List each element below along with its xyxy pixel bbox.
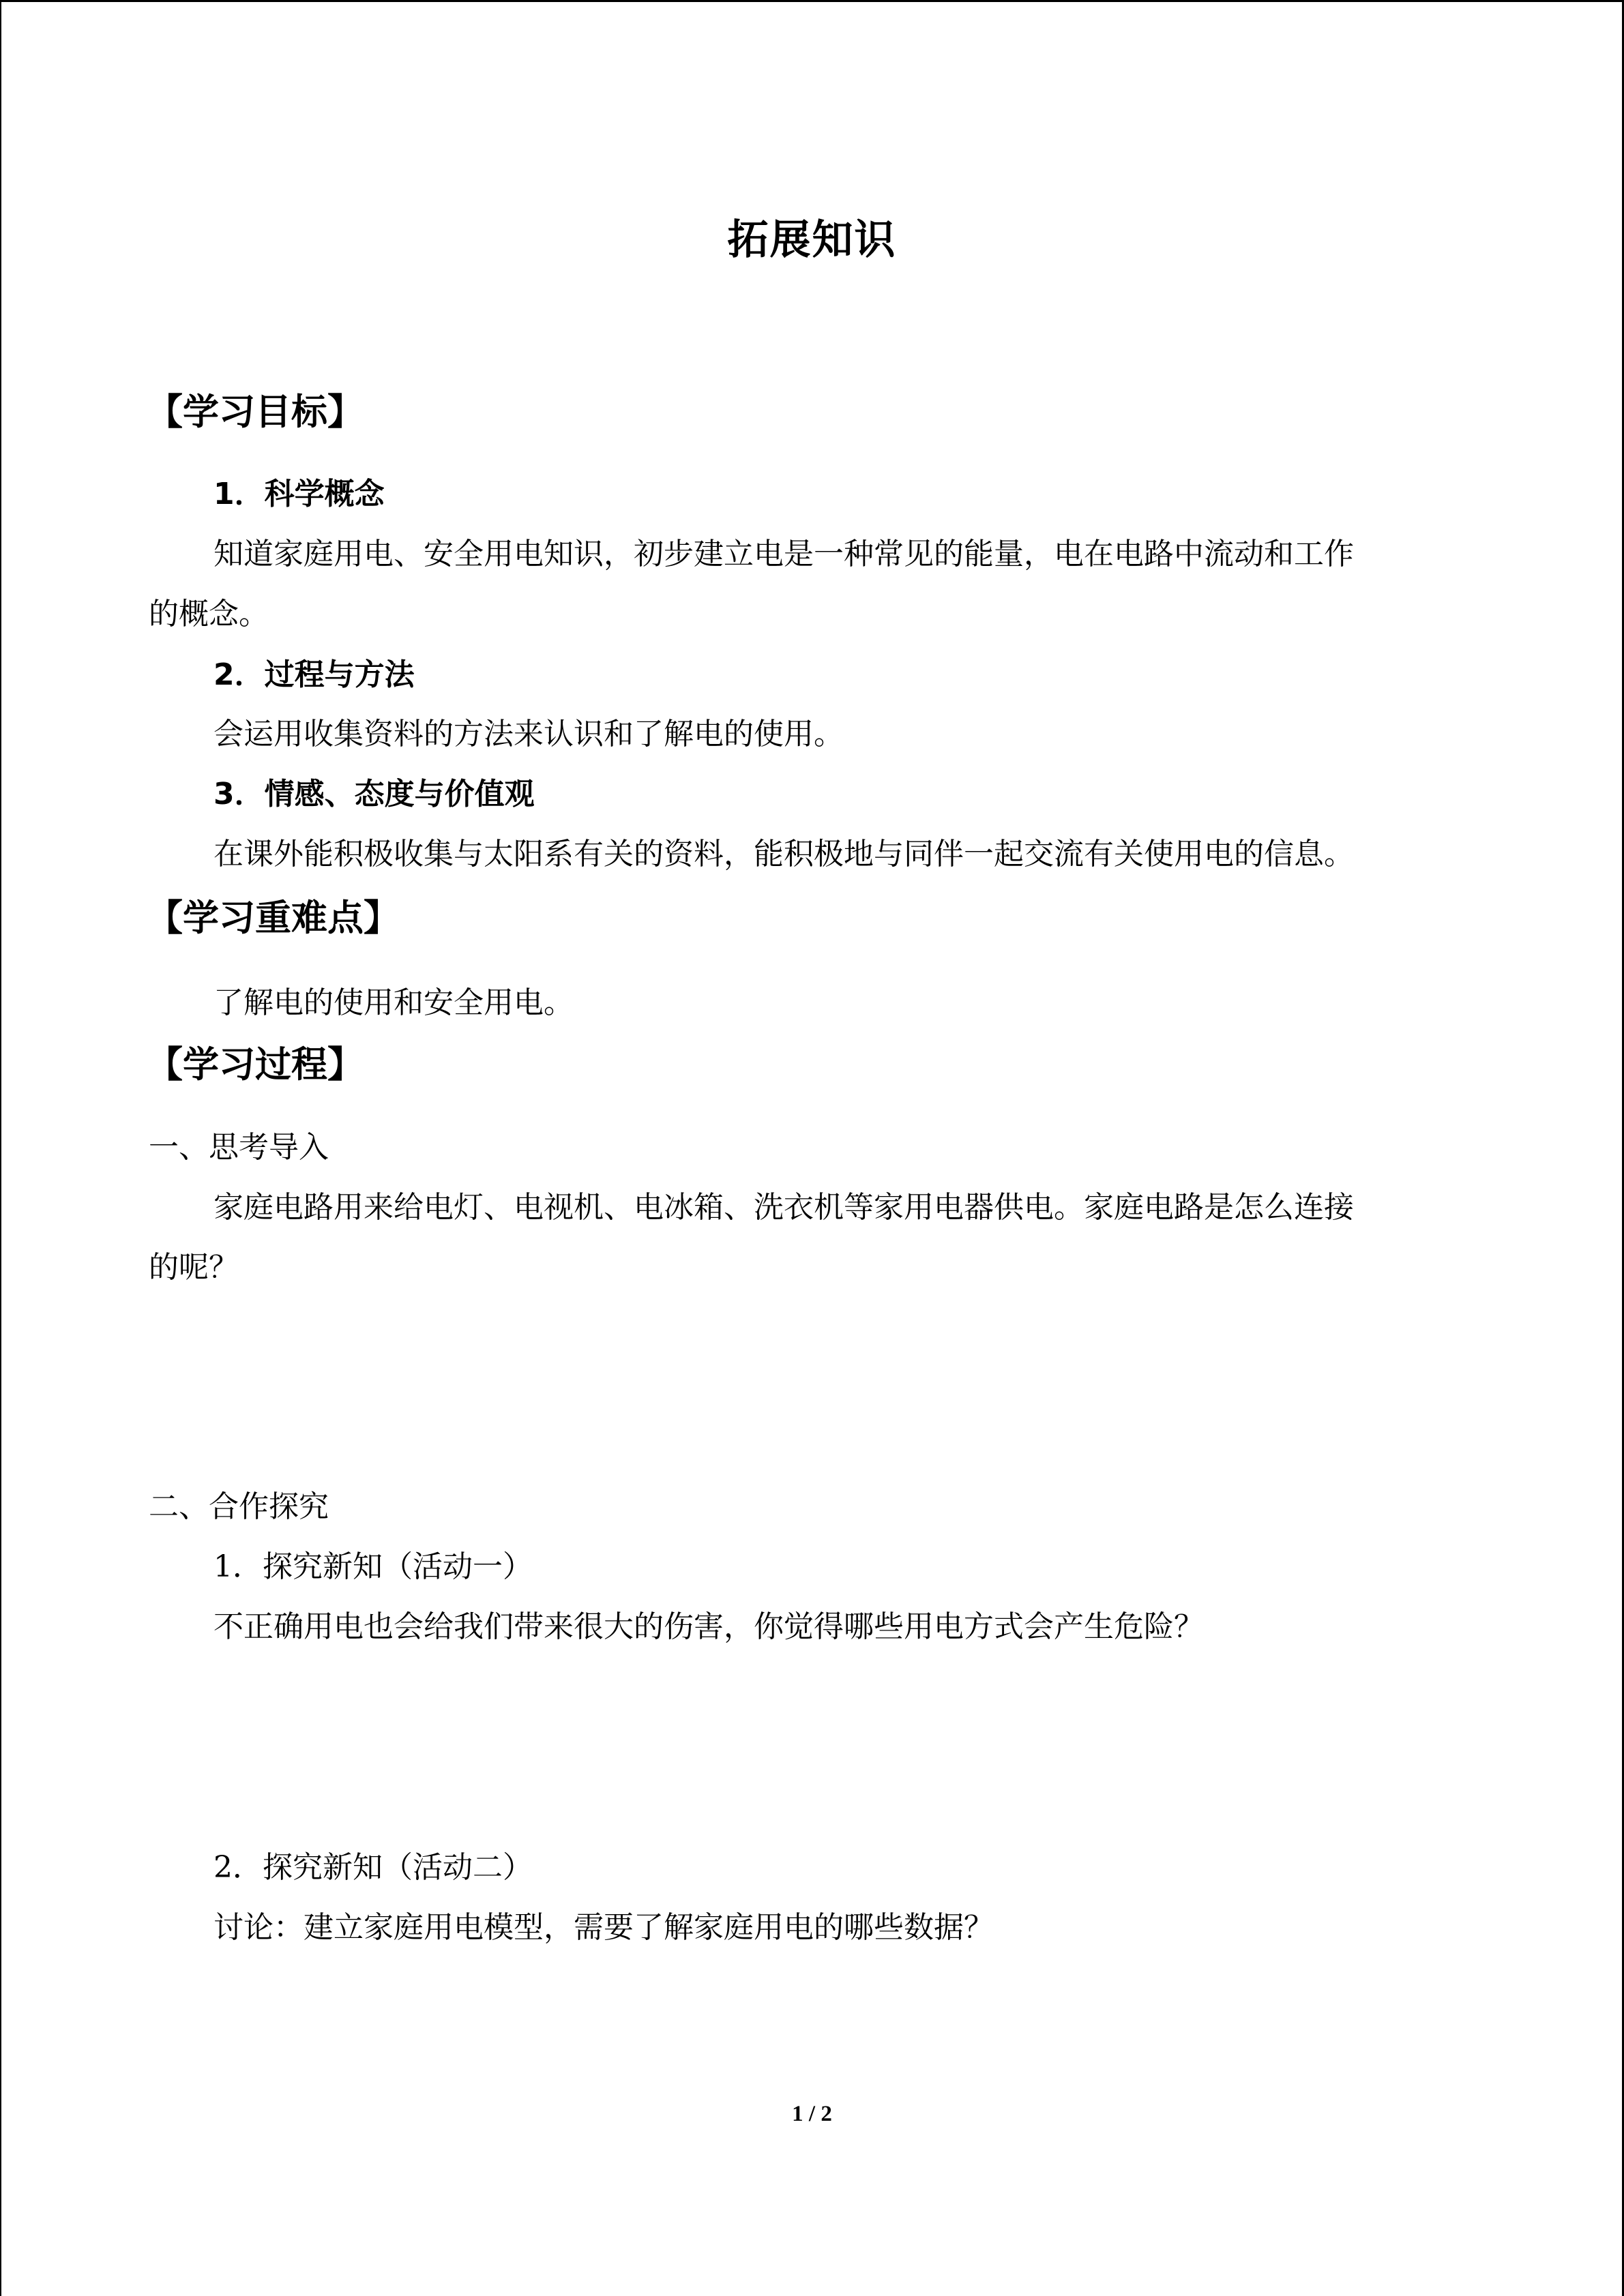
objective-text-2: 会运用收集资料的方法来认识和了解电的使用。 [213,717,844,751]
activity-2-label: 2．探究新知（活动二） [213,1850,533,1885]
activity-2-text: 讨论：建立家庭用电模型，需要了解家庭用电的哪些数据？ [213,1910,994,1945]
section-heading-process: 【学习过程】 [147,1044,364,1086]
objective-text-1-line2: 的概念。 [149,597,269,631]
objective-text-1-line1: 知道家庭用电、安全用电知识，初步建立电是一种常见的能量，电在电路中流动和工作 [213,537,1354,571]
objective-label-3: 3．情感、态度与价值观 [213,777,535,811]
activity-1-text: 不正确用电也会给我们带来很大的伤害，你觉得哪些用电方式会产生危险？ [213,1609,1204,1644]
page-number: 1 / 2 [792,2102,832,2126]
process-part-1-label: 一、思考导入 [149,1130,329,1165]
page-title: 拓展知识 [727,216,897,264]
process-part-1-text-line1: 家庭电路用来给电灯、电视机、电冰箱、洗衣机等家用电器供电。家庭电路是怎么连接 [213,1190,1354,1225]
section-heading-key-points: 【学习重难点】 [147,897,400,939]
section-heading-objectives: 【学习目标】 [147,391,364,433]
process-part-1-text-line2: 的呢？ [149,1250,239,1285]
page-border-left [0,0,1,2296]
objective-label-2: 2．过程与方法 [213,657,415,692]
activity-1-label: 1．探究新知（活动一） [213,1549,533,1584]
page-border-top [0,0,1624,2]
process-part-2-label: 二、合作探究 [149,1489,329,1524]
key-points-text: 了解电的使用和安全用电。 [213,985,574,1020]
objective-label-1: 1．科学概念 [213,477,385,511]
objective-text-3: 在课外能积极收集与太阳系有关的资料，能积极地与同伴一起交流有关使用电的信息。 [213,837,1354,871]
